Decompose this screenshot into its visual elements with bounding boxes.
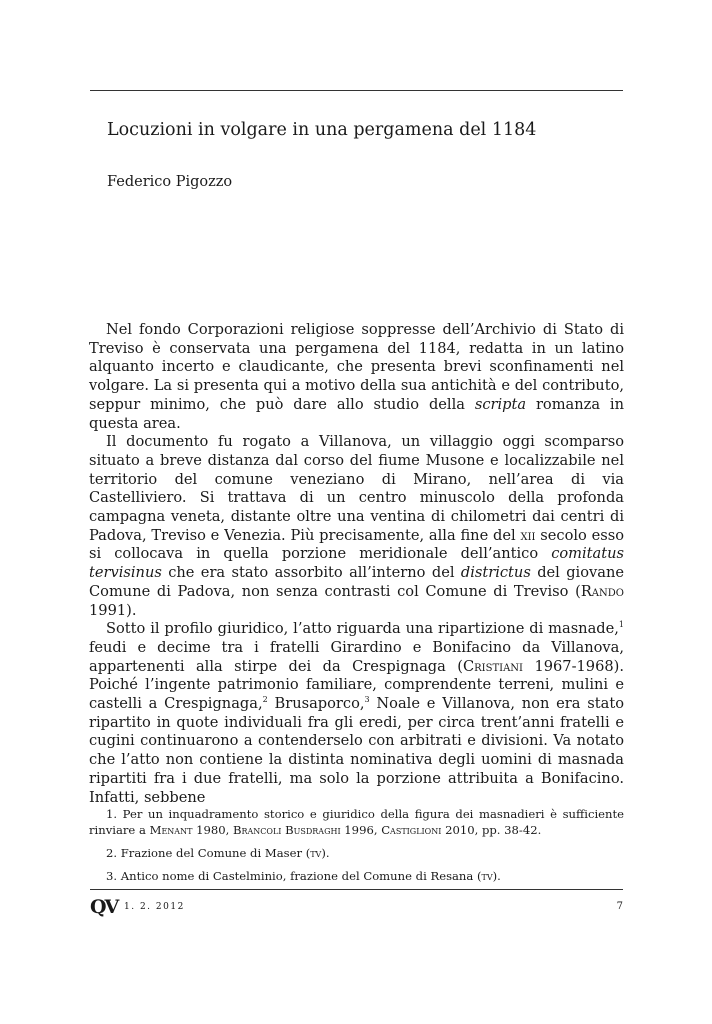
text-run: Sotto il profilo giuridico, l’atto riguarda una ripartizione di masnade,	[106, 620, 619, 638]
top-rule	[90, 90, 623, 91]
citation-author: Cristiani	[462, 657, 524, 675]
body-paragraph-2	[89, 433, 624, 620]
footnote-3	[89, 868, 624, 884]
citation-author: Castiglioni	[381, 823, 442, 837]
small-caps-numeral: xii	[520, 526, 536, 544]
text-run: Brusaporco,	[267, 695, 365, 713]
text-run: Il documento fu rogato a Villanova, un villaggio oggi scomparso situato a breve distanza dal corso del fiume Musone e localizzabile nel territorio del comune veneziano di Mirano, nell’area di via Castelliviero. Si trattava di un centro minuscolo della profonda campagna veneta, distante oltre una ventina di chilometri dai centri di Padova, Treviso e Venezia. Più precisamente, alla fine del	[89, 433, 624, 544]
text-run: 3. Antico nome di Castelminio, frazione del Comune di Resana (	[106, 869, 482, 883]
footnote-1	[89, 806, 624, 838]
body-paragraph-1	[89, 321, 624, 433]
province-abbrev: tv	[481, 869, 493, 883]
text-run: che era stato assorbito all’interno del	[161, 564, 461, 582]
text-run: 1980,	[192, 823, 233, 837]
footnote-2	[89, 845, 624, 861]
article-body	[89, 321, 624, 807]
article-author: Federico Pigozzo	[107, 174, 233, 190]
text-run: del giovane Comune di Padova, non senza contrasti col Comune di Treviso (	[89, 564, 624, 600]
issue-number: 1. 2. 2012	[124, 902, 185, 912]
text-run: Noale e Villanova, non era stato ripartito in quote individuali fra gli eredi, per circa trent’anni fratelli e cugini continuarono a contenderselo con arbitrati e divisioni. Va notato che l’atto non contiene la distinta nominativa degli uomini di masnada ripartiti fra i due fratelli, ma solo la porzione attribuita a Bonifacino. Infatti, sebbene	[89, 695, 625, 806]
text-run: 2. Frazione del Comune di Maser (	[106, 846, 311, 860]
footnote-ref[interactable]: 3	[364, 695, 370, 705]
journal-logo: QV	[90, 896, 118, 918]
italic-term: comitatus tervisinus	[89, 545, 624, 582]
citation-author: Menant	[149, 823, 193, 837]
italic-term: scripta	[474, 395, 527, 413]
page-number: 7	[616, 901, 623, 912]
text-run: Nel fondo Corporazioni religiose soppresse dell’Archivio di Stato di Treviso è conservata una pergamena del 1184, redatta in un latino alquanto incerto e claudicante, che presenta brevi sconfinamenti nel volgare. La si presenta qui a motivo della sua antichità e del contributo, seppur minimo, che può dare allo studio della	[89, 321, 624, 413]
page-footer	[90, 896, 623, 918]
footnote-ref[interactable]: 2	[262, 695, 268, 705]
text-run: 1991).	[89, 601, 137, 619]
bottom-rule	[90, 889, 623, 890]
text-run: 2010, pp. 38-42.	[441, 823, 542, 837]
text-run: secolo esso si collocava in quella porzione meridionale dell’antico	[89, 526, 625, 563]
text-run: ).	[321, 846, 330, 860]
citation-author: Rando	[580, 582, 624, 600]
text-run: romanza in questa area.	[89, 395, 624, 432]
province-abbrev: tv	[310, 846, 322, 860]
text-run: feudi e decime tra i fratelli Girardino e Bonifacino da Villanova, appartenenti alla stirpe dei da Crespignaga (	[89, 638, 624, 675]
citation-author: Brancoli Busdraghi	[232, 823, 341, 837]
footnote-ref[interactable]: 1	[618, 620, 624, 630]
text-run: 1967-1968). Poiché l’ingente patrimonio familiare, comprendente terreni, mulini e castelli a Crespignaga,	[89, 657, 624, 713]
text-run: 1. Per un inquadramento storico e giuridico della figura dei masnadieri è sufficiente rinviare a	[89, 807, 624, 837]
text-run: ).	[492, 869, 501, 883]
footnotes	[89, 806, 624, 891]
italic-term: districtus	[460, 564, 531, 582]
text-run: 1996,	[340, 823, 382, 837]
body-paragraph-3	[89, 620, 624, 807]
article-title: Locuzioni in volgare in una pergamena del 1184	[107, 120, 537, 140]
